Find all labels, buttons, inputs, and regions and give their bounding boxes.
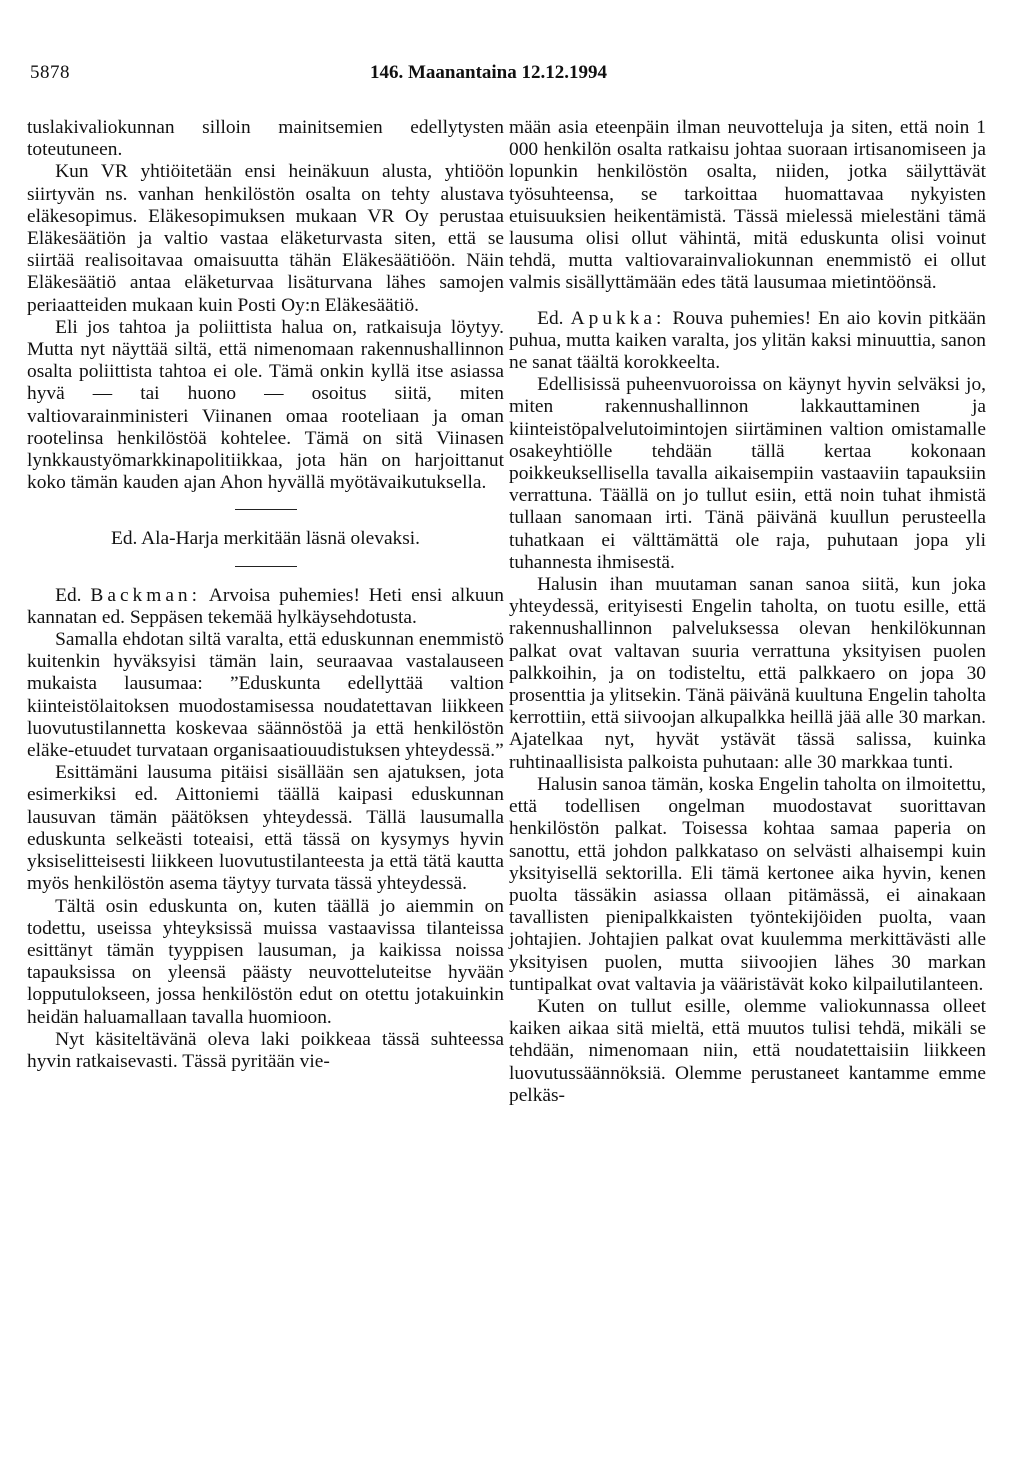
paragraph: Edellisissä puheenvuoroissa on käynyt hyvin selväksi jo, miten rakennushallinnon lakkauttaminen ja kiinteistöpalvelutoimintojen siirtäminen valtion omistamalle osakeyhtiölle tehdään tällä kertaa kokonaan poikkeuksellisella tavalla aikaisempiin vastaaviin tapauksiin verrattuna. Täällä on jo tullut esiin, että noin tuhat ihmistä tullaan sanomaan irti. Tänä päivänä kuullun perusteella tuhatkaan ei välttämättä ole raja, puhutaan jopa yli tuhannesta ihmisestä. [509, 374, 986, 573]
spacer [509, 295, 986, 308]
section-divider [235, 566, 297, 567]
paragraph: Eli jos tahtoa ja poliittista halua on, ratkaisuja löytyy. Mutta nyt näyttää siltä, että nimenomaan rakennushallinnon osalta poliittista tahtoa ei ole. Tämä onkin kyllä itse asiassa hyvä — tai huono — osoitus siitä, miten valtiovarainministeri Viinanen omaa rooteliaan ja oman rootelinsa henkilöstöä kohtelee. Tämä on sitä Viinasen lynkkaustyömarkkinapolitiikkaa, jota hän on harjoittanut koko tämän kauden ajan Ahon hyvällä myötävaikutuksella. [27, 316, 504, 494]
section-divider [235, 509, 297, 510]
paragraph: Esittämäni lausuma pitäisi sisällään sen ajatuksen, jota esimerkiksi ed. Aittoniemi täällä kaipasi eduskunnan lausuvan tämän päätöksen yhteydessä. Tällä lausumalla eduskunta selkeästi toteaisi, että tässä on kysymys hyvin yksiselitteisesti liikkeen luovutustilanteesta ja että tätä kautta myös henkilöstön asema täytyy turvata tässä yhteydessä. [27, 762, 504, 895]
paragraph: Kun VR yhtiöitetään ensi heinäkuun alusta, yhtiöön siirtyvän ns. vanhan henkilöstön osalta on tehty alustava eläkesopimus. Eläkesopimuksen mukaan VR Oy perustaa Eläkesäätiön ja valtio vastaa eläketurvasta siten, että se siirtää realisoitavaa omaisuutta tähän Eläkesäätiöön. Näin Eläkesäätiö antaa eläketurvaa lisäturvana lähes samojen periaatteiden mukaan kuin Posti Oy:n Eläkesäätiö. [27, 161, 504, 316]
paragraph: mään asia eteenpäin ilman neuvotteluja ja siten, että noin 1 000 henkilön osalta ratkaisu johtaa suoraan irtisanomiseen ja lopunkin henkilöstön osalta, niiden, jotka säilyttävät työsuhteensa, se tarkoittaa huomattavaa nykyisten etuisuuksien heikentämistä. Tässä mielessä mielestäni tämä lausuma olisi ollut vähintä, mitä eduskunta olisi voinut tehdä, mutta valtiovarainvaliokunnan enemmistö ei ollut valmis sisällyttämään edes tätä lausumaa mietintöönsä. [509, 117, 986, 294]
speaker-prefix: Ed. [55, 584, 91, 606]
attendance-notice: Ed. Ala-Harja merkitään läsnä olevaksi. [110, 528, 421, 550]
paragraph: Kuten on tullut esille, olemme valiokunnassa olleet kaiken aikaa sitä mieltä, että muutos tulisi tehdä, mikäli se tehdään, nimenomaan niin, että noudatettaisiin liikkeen luovutussäännöksiä. Olemme perustaneet kantamme emme pelkäs- [509, 995, 986, 1106]
paragraph: Tältä osin eduskunta on, kuten täällä jo aiemmin on todettu, useissa yhteyksissä muissa vastaavissa tilanteissa esittänyt tämän tyyppisen lausuman, ja kaikissa noissa tapauksissa on yleensä päästy neuvotteluteitse hyvään lopputulokseen, jossa henkilöstön edut on otettu jotakuinkin heidän haluamallaan tavalla huomioon. [27, 895, 504, 1028]
right-column [509, 117, 986, 1107]
speech-text: Rouva puhemies! En aio kovin pitkään puhua, mutta kaiken varalta, jos ylitän kaksi minuuttia, sanon ne sanat täältä korokkeelta. [509, 307, 986, 374]
speaker-name: Apukka: [570, 307, 666, 329]
paragraph: Nyt käsiteltävänä oleva laki poikkeaa tässä suhteessa hyvin ratkaisevasti. Tässä pyritään vie- [27, 1028, 504, 1072]
paragraph: Samalla ehdotan siltä varalta, että eduskunnan enemmistö kuitenkin hyväksyisi tämän lain, seuraavaa vastalauseen mukaista lausumaa: ”Eduskunta edellyttää valtion kiinteistölaitoksen muodostamisessa noudatettavan liikkeen luovutustilannetta koskevaa säännöstöä ja että henkilöstön eläke-etuudet turvataan organisaatiouudistuksen yhteydessä.” [27, 629, 504, 762]
speech-text: Arvoisa puhemies! Heti ensi alkuun kannatan ed. Seppäsen tekemää hylkäysehdotusta. [27, 584, 504, 628]
speaker-prefix: Ed. [537, 307, 571, 329]
speaker-name: Backman: [90, 584, 202, 606]
page-header: 146. Maanantaina 12.12.1994 [370, 62, 607, 83]
paragraph: Halusin ihan muutaman sanan sanoa siitä, kun joka yhteydessä, erityisesti Engelin taholta, on tuotu esille, että rakennushallinnon palveluksessa olevan henkilökunnan palkat ovat valtavan suuria verrattuna yksityisen puolen palkkoihin, ja on todisteltu, että palkkaero on jopa 30 prosenttia ja ylitsekin. Tänä päivänä kuultuna Engelin taholta kerrottiin, että siivoojan alkupalkka heillä jää alle 30 markan. Ajatelkaa nyt, hyvät ystävät tässä salissa, kuinka ruhtinaallisista palkoista puhutaan: alle 30 markkaa tunti. [509, 574, 986, 773]
left-column [27, 117, 504, 1073]
speech-intro [27, 585, 504, 629]
speech-intro [509, 308, 986, 375]
page-number: 5878 [30, 62, 70, 83]
paragraph: tuslakivaliokunnan silloin mainitsemien edellytysten toteutuneen. [27, 117, 504, 161]
paragraph: Halusin sanoa tämän, koska Engelin taholta on ilmoitettu, että todellisen ongelman muodostavat suorittavan henkilöstön palkat. Toisessa kohtaa samaa paperia on sanottu, että johdon palkkataso on selvästi alhaisempi kuin yksityisellä sektorilla. Eli tämä kertonee aika hyvin, kenen puolta tässäkin asiassa ollaan pitämässä, ei ainakaan tavallisten pienipalkkaisten työntekijöiden puolta, vaan johtajien. Johtajien palkat ovat kuulemma merkittävästi alle yksityisen puolen, mutta siivoojien lähes 30 markan tuntipalkat ovat valtavia ja vääristävät koko kilpailutilanteen. [509, 773, 986, 995]
